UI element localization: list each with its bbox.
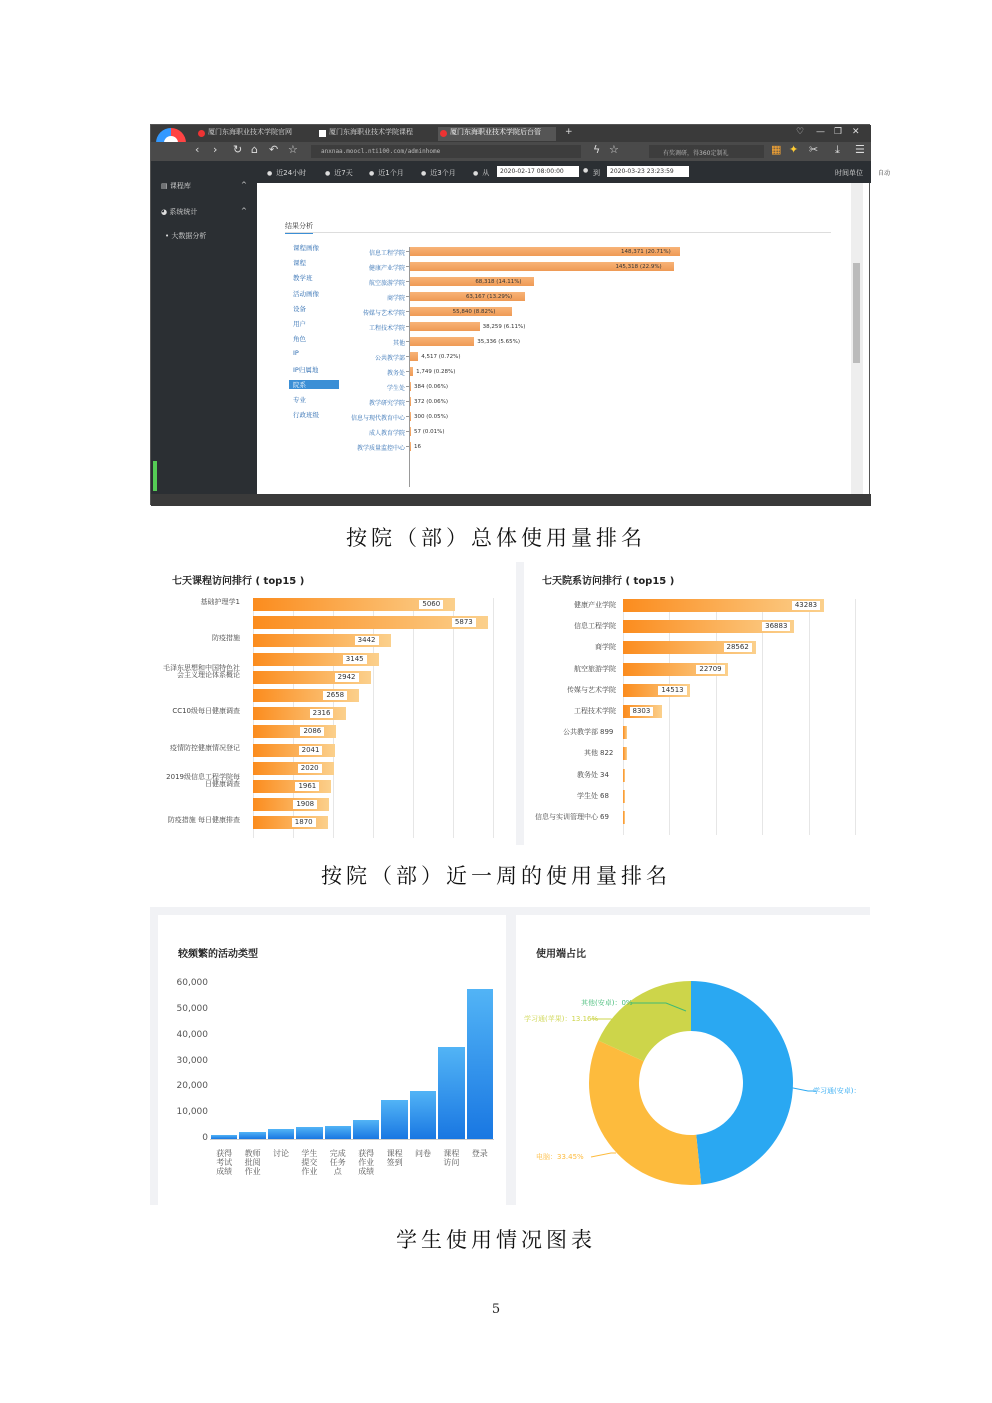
student-usage-screenshot bbox=[150, 907, 870, 1205]
data-label: 28562 bbox=[724, 643, 752, 652]
category-label: 学生处 bbox=[577, 791, 598, 800]
slice-label: 其他(安卓)：0% bbox=[581, 999, 633, 1007]
data-label: 148,371 (20.71%) bbox=[621, 248, 671, 255]
data-label: 3442 bbox=[355, 636, 379, 645]
tree-item[interactable]: 院系 bbox=[289, 380, 339, 389]
extension-icon[interactable]: ✦ bbox=[789, 143, 799, 156]
tick-mark bbox=[406, 386, 409, 387]
x-tick-label: 获得 考试 成绩 bbox=[216, 1149, 233, 1176]
data-label: 1,749 (0.28%) bbox=[416, 368, 456, 375]
category-label: 其他 bbox=[584, 749, 598, 758]
grid-line bbox=[809, 599, 810, 835]
chart-title: 使用端占比 bbox=[536, 949, 586, 960]
figure-caption: 按院（部）总体使用量排名 bbox=[346, 526, 646, 550]
grid-line bbox=[413, 598, 414, 838]
category-label: 教学研究学院 bbox=[368, 400, 405, 407]
end-date-input[interactable]: 2020-03-23 23:23:59 bbox=[607, 166, 689, 177]
data-label: 4,517 (0.72%) bbox=[421, 353, 461, 360]
data-label: 14513 bbox=[658, 686, 686, 695]
slice-label: 电脑：33.45% bbox=[536, 1153, 584, 1161]
bar bbox=[253, 762, 334, 775]
address-bar bbox=[151, 142, 871, 161]
category-label: 信息与现代教育中心 bbox=[350, 415, 405, 422]
y-tick-label: 40,000 bbox=[176, 1029, 208, 1040]
bar bbox=[410, 427, 411, 436]
filter-24h[interactable]: ● 近24小时 bbox=[267, 168, 306, 178]
bar bbox=[623, 769, 625, 782]
calendar-icon[interactable] bbox=[583, 166, 592, 174]
activity-type-card bbox=[158, 915, 506, 1205]
bar bbox=[239, 1132, 265, 1139]
data-label: 35,336 (5.65%) bbox=[477, 338, 521, 345]
sidebar-item-statistics[interactable]: ◕ 系统统计 ^ bbox=[161, 207, 247, 216]
tick-mark bbox=[406, 311, 409, 312]
data-label: 2658 bbox=[323, 691, 347, 700]
tick-mark bbox=[406, 356, 409, 357]
category-label: 疫情防控健康情况登记 bbox=[170, 743, 240, 752]
category-label: 健康产业学院 bbox=[574, 601, 616, 609]
tree-item[interactable]: 课程画像 bbox=[293, 244, 319, 252]
category-label: 2019级信息工程学院每日健康调查 bbox=[166, 773, 240, 788]
tree-item[interactable]: 设备 bbox=[293, 304, 306, 313]
x-tick-label: 获得 作业 成绩 bbox=[358, 1149, 375, 1176]
tree-item[interactable]: 角色 bbox=[293, 335, 306, 344]
pie-slice bbox=[691, 981, 793, 1184]
y-tick-label: 10,000 bbox=[176, 1107, 208, 1118]
category-label: 传媒与艺术学院 bbox=[567, 685, 616, 694]
data-label: 69 bbox=[600, 813, 609, 821]
bar bbox=[410, 367, 413, 376]
site-icon bbox=[440, 130, 447, 137]
tree-item[interactable]: 专业 bbox=[293, 396, 306, 404]
star-icon[interactable]: ☆ bbox=[609, 143, 619, 156]
data-label: 1908 bbox=[293, 800, 317, 809]
time-filter-bar bbox=[257, 161, 891, 183]
leader-line bbox=[591, 1153, 616, 1157]
figure-caption: 按院（部）近一周的使用量排名 bbox=[321, 864, 671, 888]
lightning-icon[interactable]: ϟ bbox=[593, 143, 601, 156]
scroll-thumb[interactable] bbox=[853, 263, 860, 363]
tree-item[interactable]: IP归属地 bbox=[293, 365, 319, 374]
grid-line bbox=[669, 599, 670, 835]
x-tick-label: 问卷 bbox=[414, 1149, 431, 1158]
category-label: 工程技术学院 bbox=[368, 325, 405, 332]
data-label: 43283 bbox=[792, 601, 820, 610]
download-icon[interactable]: ⤓ bbox=[835, 143, 840, 156]
x-tick-label: 课程 访问 bbox=[443, 1149, 460, 1167]
category-label: 学生处 bbox=[386, 385, 405, 392]
tick-mark bbox=[406, 401, 409, 402]
x-tick-label: 登录 bbox=[471, 1149, 488, 1158]
grid-line bbox=[762, 599, 763, 835]
category-label: 公共教学部 bbox=[374, 355, 405, 362]
forward-icon[interactable]: › bbox=[213, 143, 218, 156]
x-tick-label: 完成 任务 点 bbox=[329, 1149, 346, 1176]
data-label: 384 (0.06%) bbox=[414, 383, 449, 390]
bar bbox=[211, 1135, 237, 1139]
category-label: 商学院 bbox=[595, 643, 616, 652]
unit-select[interactable]: 自动 bbox=[875, 166, 959, 177]
page-icon bbox=[319, 130, 326, 137]
category-label: 基础护理学1 bbox=[200, 598, 240, 606]
list-icon: ▤ bbox=[161, 182, 168, 190]
category-label: 公共教学部 bbox=[563, 728, 598, 737]
data-label: 5060 bbox=[419, 600, 443, 609]
search-input[interactable]: 有奖调研，得360定制礼 bbox=[649, 145, 764, 158]
data-label: 822 bbox=[600, 749, 614, 758]
bar bbox=[410, 1091, 436, 1139]
category-label: 航空旅游学院 bbox=[574, 664, 616, 673]
y-tick-label: 20,000 bbox=[176, 1081, 208, 1092]
bar bbox=[268, 1129, 294, 1139]
tick-mark bbox=[406, 371, 409, 372]
x-axis-line bbox=[210, 1139, 494, 1140]
tree-item[interactable]: 教学班 bbox=[293, 274, 313, 283]
data-label: 16 bbox=[414, 443, 421, 450]
unit-label: 时间单位 bbox=[835, 169, 863, 177]
tick-mark bbox=[406, 266, 409, 267]
apps-icon[interactable]: ▦ bbox=[771, 143, 782, 156]
tree-item[interactable]: 课程 bbox=[293, 259, 306, 268]
data-label: 22709 bbox=[696, 665, 724, 674]
tab-bar bbox=[151, 125, 871, 142]
scissors-icon[interactable]: ✂ bbox=[809, 143, 819, 156]
panel-gap bbox=[516, 562, 524, 845]
divider bbox=[285, 232, 831, 233]
data-label: 5873 bbox=[452, 618, 476, 627]
bar bbox=[253, 780, 331, 793]
tick-mark bbox=[406, 251, 409, 252]
data-label: 68,318 (14.11%) bbox=[475, 278, 522, 285]
status-bar bbox=[151, 494, 871, 506]
data-label: 300 (0.05%) bbox=[414, 413, 449, 420]
bar bbox=[410, 322, 480, 331]
tree-item[interactable]: 行政班级 bbox=[293, 411, 319, 420]
chart-title: 较频繁的活动类型 bbox=[178, 949, 258, 960]
tick-mark bbox=[406, 326, 409, 327]
data-label: 3145 bbox=[343, 655, 367, 664]
bar bbox=[438, 1047, 464, 1139]
tab-result-analysis[interactable]: 结果分析 bbox=[285, 221, 313, 234]
tick-mark bbox=[406, 431, 409, 432]
data-label: 38,259 (6.11%) bbox=[482, 323, 526, 330]
home-icon[interactable]: ⌂ bbox=[251, 143, 258, 156]
y-tick-label: 60,000 bbox=[176, 978, 208, 988]
data-label: 68 bbox=[600, 791, 609, 800]
bar bbox=[353, 1120, 379, 1139]
pie-chart-icon: ◕ bbox=[161, 208, 168, 216]
x-tick-label: 讨论 bbox=[272, 1149, 289, 1158]
start-date-input[interactable]: 2020-02-17 08:00:00 bbox=[497, 166, 579, 177]
data-label: 34 bbox=[600, 770, 609, 779]
tick-mark bbox=[406, 446, 409, 447]
bar bbox=[325, 1126, 351, 1139]
admin-sidebar bbox=[151, 161, 257, 494]
tick-mark bbox=[406, 341, 409, 342]
filter-1m[interactable]: ● 近1个月 bbox=[369, 168, 404, 178]
chart-title: 七天课程访问排行 ( top15 ) bbox=[172, 576, 305, 587]
category-label: 成人教育学院 bbox=[368, 430, 405, 437]
data-label: 63,167 (13.29%) bbox=[465, 293, 513, 300]
shirt-icon[interactable]: ♡ bbox=[796, 127, 805, 137]
tick-mark bbox=[406, 416, 409, 417]
category-label: 商学院 bbox=[386, 295, 405, 302]
category-label: 信息工程学院 bbox=[368, 250, 405, 257]
y-tick-label: 50,000 bbox=[176, 1003, 208, 1014]
category-label: 毛泽东思想和中国特色社会主义理论体系概论 bbox=[163, 663, 240, 679]
category-label: 航空旅游学院 bbox=[368, 280, 405, 287]
grid-line bbox=[855, 599, 856, 835]
filter-from[interactable]: ● 从 bbox=[473, 168, 489, 178]
bar bbox=[623, 726, 627, 739]
y-tick-label: 0 bbox=[202, 1133, 208, 1143]
new-tab-icon[interactable]: + bbox=[565, 127, 573, 137]
scrollbar[interactable] bbox=[851, 183, 863, 494]
category-label: 工程技术学院 bbox=[574, 707, 616, 715]
minimize-icon[interactable]: — bbox=[816, 127, 825, 137]
bar bbox=[623, 747, 627, 760]
close-icon[interactable]: ✕ bbox=[852, 127, 860, 137]
category-label: 信息工程学院 bbox=[574, 622, 616, 631]
data-label: 36883 bbox=[762, 622, 790, 631]
progress-indicator bbox=[153, 461, 157, 491]
device-share-card bbox=[516, 915, 870, 1205]
x-tick-label: 学生 提交 作业 bbox=[301, 1149, 318, 1176]
category-label: 传媒与艺术学院 bbox=[362, 310, 405, 317]
category-label: 防疫措施 每日健康排查 bbox=[167, 816, 240, 825]
url-input[interactable]: anxnaa.moocl.nti100.com/adminhome bbox=[311, 145, 581, 158]
chart-title: 七天院系访问排行 ( top15 ) bbox=[542, 576, 675, 587]
bar bbox=[410, 442, 411, 451]
reload-icon[interactable]: ↻ bbox=[233, 143, 243, 156]
category-label: CC10级每日健康调查 bbox=[172, 707, 240, 716]
site-icon bbox=[198, 130, 205, 137]
data-label: 1961 bbox=[295, 782, 319, 791]
dept-ranking-panel bbox=[524, 562, 870, 845]
data-label: 2041 bbox=[299, 746, 323, 755]
x-tick-label: 教师 批阅 作业 bbox=[244, 1149, 261, 1176]
bar bbox=[253, 798, 329, 811]
tick-mark bbox=[406, 296, 409, 297]
back-icon[interactable]: ‹ bbox=[195, 143, 200, 156]
sidebar-item-big-data[interactable]: • 大数据分析 bbox=[165, 232, 207, 240]
course-ranking-panel bbox=[150, 562, 515, 845]
data-label: 57 (0.01%) bbox=[414, 428, 445, 435]
bar bbox=[410, 397, 411, 406]
figure-caption: 学生使用情况图表 bbox=[396, 1228, 596, 1252]
slice-label: 学习通(安卓)： bbox=[813, 1087, 861, 1095]
sidebar-item-course-library[interactable]: ▤ 课程库 ^ bbox=[161, 181, 247, 190]
bar bbox=[410, 337, 474, 346]
bar bbox=[467, 989, 493, 1139]
browser-screenshot bbox=[150, 124, 891, 505]
data-label: 2086 bbox=[300, 727, 324, 736]
tick-mark bbox=[406, 281, 409, 282]
category-label: 教学质量监控中心 bbox=[356, 445, 405, 452]
category-label: 健康产业学院 bbox=[368, 265, 405, 272]
tree-item[interactable]: 活动画像 bbox=[293, 289, 319, 298]
bar bbox=[410, 412, 411, 421]
filter-7d[interactable]: ● 近7天 bbox=[325, 168, 353, 178]
bar bbox=[410, 352, 418, 361]
to-label: 到 bbox=[593, 169, 600, 177]
bar bbox=[296, 1127, 322, 1139]
filter-3m[interactable]: ● 近3个月 bbox=[421, 168, 456, 178]
data-label: 1870 bbox=[292, 818, 316, 827]
undo-icon[interactable]: ↶ bbox=[269, 143, 279, 156]
chevron-up-icon: ^ bbox=[241, 181, 247, 189]
category-label: 其他 bbox=[392, 340, 405, 347]
x-tick-label: 课程 签到 bbox=[386, 1149, 403, 1167]
category-label: 信息与实训管理中心 bbox=[535, 813, 598, 821]
category-label: 教务处 bbox=[577, 770, 598, 779]
category-label: 教务处 bbox=[386, 370, 405, 377]
category-label: 防疫措施 bbox=[212, 634, 240, 643]
data-label: 899 bbox=[600, 728, 614, 737]
bookmark-star-icon[interactable]: ☆ bbox=[288, 143, 298, 156]
tree-item[interactable]: IP bbox=[293, 349, 299, 358]
data-label: 145,318 (22.9%) bbox=[615, 263, 662, 270]
y-tick-label: 30,000 bbox=[176, 1055, 208, 1066]
pie-slice bbox=[589, 1040, 701, 1185]
data-label: 55,840 (8.82%) bbox=[452, 308, 496, 315]
grid-line bbox=[493, 598, 494, 838]
bar bbox=[410, 382, 411, 391]
data-label: 372 (0.06%) bbox=[414, 398, 449, 405]
grid-line bbox=[716, 599, 717, 835]
weekly-ranking-screenshot bbox=[150, 562, 870, 845]
analysis-content bbox=[257, 183, 857, 494]
data-label: 8303 bbox=[630, 707, 654, 716]
browser-tab[interactable]: 厦门东海职业技术学院课程 bbox=[317, 127, 435, 141]
tree-item[interactable]: 用户 bbox=[293, 320, 306, 328]
bar bbox=[623, 811, 625, 824]
bar bbox=[253, 816, 328, 829]
grid-line bbox=[453, 598, 454, 838]
browser-tab[interactable]: 厦门东海职业技术学院官网 bbox=[196, 127, 314, 141]
chevron-up-icon: ^ bbox=[241, 207, 247, 215]
data-label: 2942 bbox=[335, 673, 359, 682]
bar bbox=[623, 790, 625, 803]
page-number: 5 bbox=[491, 1302, 501, 1317]
browser-tab-active[interactable]: 厦门东海职业技术学院后台管 bbox=[438, 127, 556, 141]
data-label: 2020 bbox=[298, 764, 322, 773]
data-label: 2316 bbox=[310, 709, 334, 718]
restore-icon[interactable]: ❐ bbox=[834, 127, 843, 137]
menu-icon[interactable]: ☰ bbox=[855, 143, 865, 156]
slice-label: 学习通(苹果)：13.16% bbox=[524, 1015, 599, 1023]
bar bbox=[381, 1100, 407, 1139]
